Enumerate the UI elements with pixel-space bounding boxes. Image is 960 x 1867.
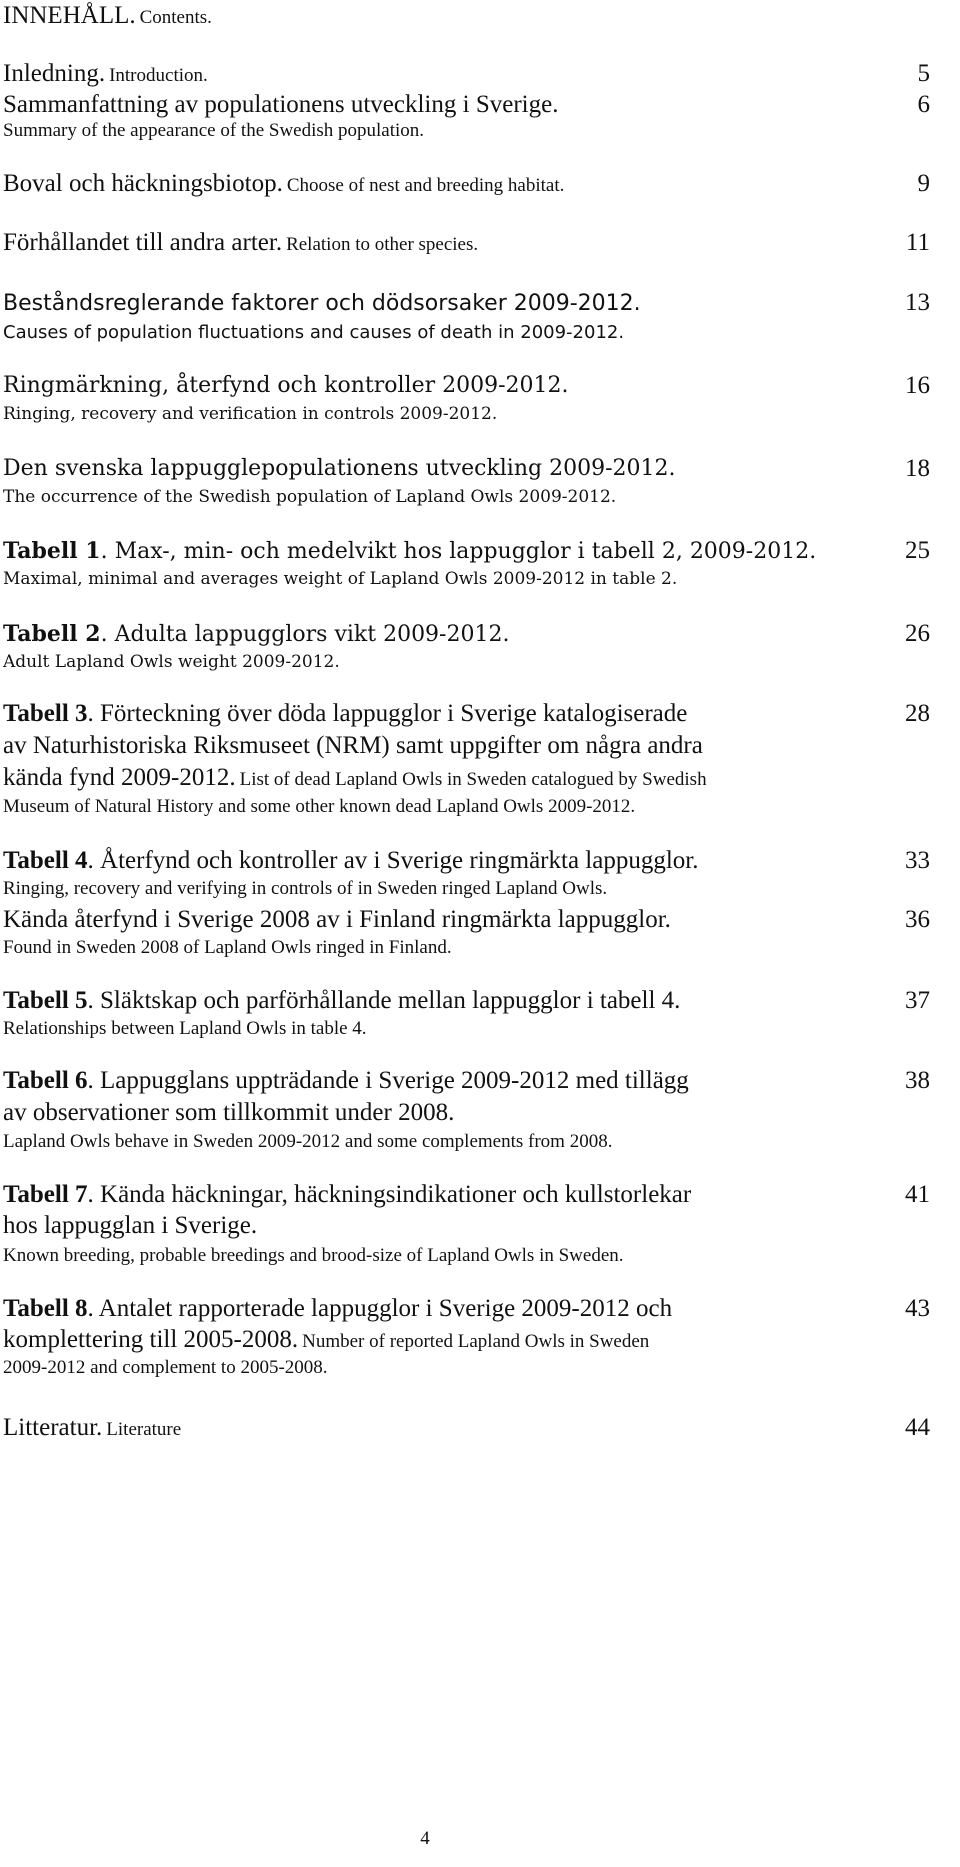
heading-sub: Contents.: [139, 7, 212, 28]
entry-title-sv: Den svenska lappugglepopulationens utveckling 2009-2012.: [3, 456, 676, 481]
entry-page-number: 33: [905, 847, 930, 874]
toc-entry-table-3: [3, 700, 687, 728]
table-label: Tabell 5: [3, 987, 88, 1014]
table-label: Tabell 4: [3, 847, 88, 874]
entry-title-en: The occurrence of the Swedish population of Lapland Owls 2009-2012.: [3, 487, 617, 507]
toc-entry-breeding-habitat: [3, 170, 564, 198]
entry-title-sv: av observationer som tillkommit under 2008.: [3, 1099, 455, 1126]
entry-title-sv: . Adulta lappugglors vikt 2009-2012.: [100, 622, 510, 647]
entry-page-number: 44: [905, 1414, 930, 1441]
entry-title-sv: Förhållandet till andra arter.: [3, 229, 283, 256]
entry-title-en: Found in Sweden 2008 of Lapland Owls ringed in Finland.: [3, 937, 452, 958]
toc-entry-table-3-line3: [3, 764, 707, 792]
entry-title-en: 2009-2012 and complement to 2005-2008.: [3, 1357, 328, 1378]
entry-title-en: Relation to other species.: [286, 234, 479, 255]
table-label: Tabell 2: [3, 621, 101, 647]
entry-title-sv: Kända återfynd i Sverige 2008 av i Finland ringmärkta lappugglor.: [3, 906, 671, 933]
entry-title-sv: av Naturhistoriska Riksmuseet (NRM) samt uppgifter om några andra: [3, 732, 703, 759]
entry-page-number: 6: [917, 91, 930, 118]
entry-title-en: Museum of Natural History and some other known dead Lapland Owls 2009-2012.: [3, 796, 636, 817]
heading-main: INNEHÅLL.: [3, 2, 136, 29]
entry-page-number: 25: [905, 537, 930, 564]
toc-entry-literature: [3, 1414, 181, 1442]
toc-entry-table-5: [3, 987, 680, 1015]
table-label: Tabell 8: [3, 1295, 88, 1322]
entry-page-number: 9: [917, 170, 930, 197]
entry-title-sv: Boval och häckningsbiotop.: [3, 170, 283, 197]
entry-title-sv: . Kända häckningar, häckningsindikationer och kullstorlekar: [87, 1181, 692, 1208]
page-number: 4: [420, 1828, 430, 1849]
entry-title-sv: Inledning.: [3, 60, 106, 87]
entry-title-en: Number of reported Lapland Owls in Sweden: [302, 1331, 650, 1352]
entry-title-sv: . Återfynd och kontroller av i Sverige ringmärkta lappugglor.: [87, 847, 699, 874]
entry-title-en: Adult Lapland Owls weight 2009-2012.: [3, 652, 340, 672]
toc-entry-table-2: [3, 621, 509, 647]
entry-title-sv: kända fynd 2009-2012.: [3, 764, 236, 791]
entry-title-sv: . Lappugglans uppträdande i Sverige 2009-2012 med tillägg: [87, 1067, 689, 1094]
entry-page-number: 36: [905, 906, 930, 933]
entry-page-number: 13: [905, 289, 930, 316]
toc-entry-other-species: [3, 229, 478, 257]
table-label: Tabell 6: [3, 1067, 88, 1094]
entry-page-number: 43: [905, 1295, 930, 1322]
entry-title-sv: Sammanfattning av populationens utveckling i Sverige.: [3, 91, 559, 118]
entry-page-number: 38: [905, 1067, 930, 1094]
toc-entry-table-8-line2: [3, 1326, 649, 1354]
entry-title-en: Summary of the appearance of the Swedish population.: [3, 120, 425, 141]
contents-heading: [3, 2, 212, 30]
entry-title-sv: . Förteckning över döda lappugglor i Sverige katalogiserade: [87, 700, 688, 727]
entry-title-en: Lapland Owls behave in Sweden 2009-2012 and some complements from 2008.: [3, 1131, 613, 1152]
entry-title-sv: Litteratur.: [3, 1414, 103, 1441]
entry-title-sv: Ringmärkning, återfynd och kontroller 2009-2012.: [3, 373, 569, 398]
entry-title-en: Relationships between Lapland Owls in table 4.: [3, 1018, 367, 1039]
entry-page-number: 11: [905, 229, 930, 256]
entry-title-en: Ringing, recovery and verification in controls 2009-2012.: [3, 404, 498, 424]
entry-title-en: Choose of nest and breeding habitat.: [286, 175, 565, 196]
entry-page-number: 5: [917, 60, 930, 87]
entry-title-sv: . Släktskap och parförhållande mellan lappugglor i tabell 4.: [87, 987, 681, 1014]
entry-title-en: List of dead Lapland Owls in Sweden catalogued by Swedish: [239, 769, 707, 790]
toc-entry-table-4: [3, 847, 698, 875]
entry-title-en: Literature: [106, 1419, 182, 1440]
entry-title-en: Maximal, minimal and averages weight of Lapland Owls 2009-2012 in table 2.: [3, 569, 678, 589]
entry-title-sv: . Antalet rapporterade lappugglor i Sverige 2009-2012 och: [87, 1295, 673, 1322]
table-label: Tabell 3: [3, 700, 88, 727]
entry-page-number: 26: [905, 620, 930, 647]
entry-title-en: Introduction.: [109, 65, 208, 86]
toc-entry-table-6: [3, 1067, 689, 1095]
entry-page-number: 28: [905, 700, 930, 727]
entry-page-number: 37: [905, 987, 930, 1014]
entry-title-en: Known breeding, probable breedings and brood-size of Lapland Owls in Sweden.: [3, 1245, 624, 1266]
entry-title-sv: komplettering till 2005-2008.: [3, 1326, 299, 1353]
table-label: Tabell 1: [3, 538, 101, 564]
entry-page-number: 41: [905, 1181, 930, 1208]
entry-title-sv: . Max-, min- och medelvikt hos lappugglor i tabell 2, 2009-2012.: [100, 539, 817, 564]
entry-title-en: Ringing, recovery and verifying in controls of in Sweden ringed Lapland Owls.: [3, 878, 608, 899]
toc-entry-introduction: [3, 60, 208, 88]
table-label: Tabell 7: [3, 1181, 88, 1208]
entry-page-number: 18: [905, 455, 930, 482]
entry-title-sv: Beståndsreglerande faktorer och dödsorsaker 2009-2012.: [3, 291, 641, 316]
entry-page-number: 16: [905, 372, 930, 399]
toc-entry-table-7: [3, 1181, 691, 1209]
toc-entry-table-8: [3, 1295, 672, 1323]
toc-entry-table-1: [3, 538, 816, 564]
entry-title-en: Causes of population fluctuations and causes of death in 2009-2012.: [3, 322, 625, 343]
entry-title-sv: hos lappugglan i Sverige.: [3, 1212, 258, 1239]
